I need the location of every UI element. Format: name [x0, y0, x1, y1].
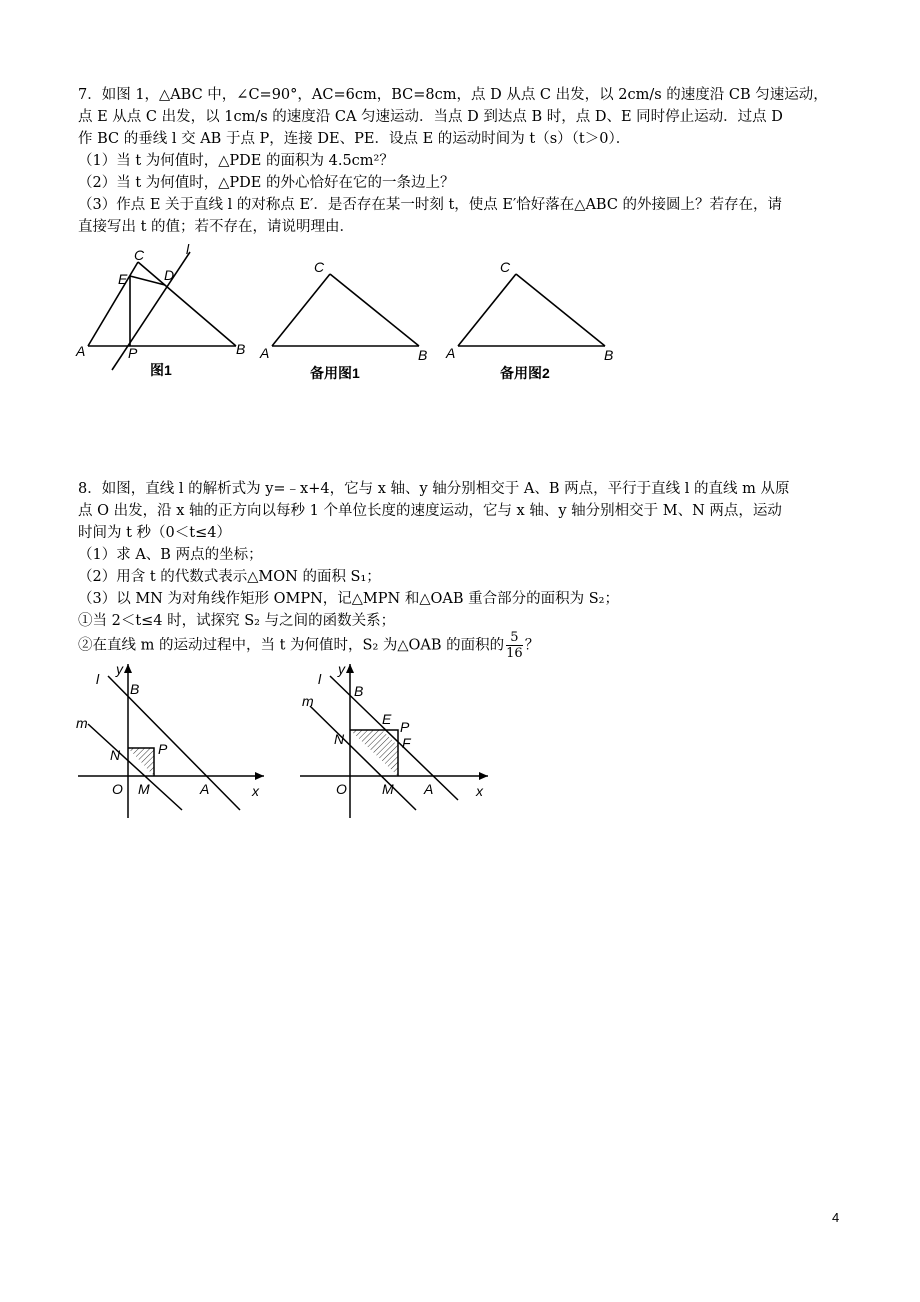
- label-a: A: [200, 781, 210, 797]
- q8-line-1: 8．如图，直线 l 的解析式为 y=﹣x+4，它与 x 轴、y 轴分别相交于 A、B 两点，平行于直线 l 的直线 m 从原: [78, 481, 790, 497]
- q7-line-7: 直接写出 t 的值；若不存在，请说明理由．: [78, 219, 355, 235]
- figure-caption: 备用图2: [500, 365, 550, 381]
- label-y: y: [338, 661, 345, 677]
- label-l: l: [96, 671, 100, 687]
- q7-line-4: （1）当 t 为何值时，△PDE 的面积为 4.5cm²？: [78, 153, 394, 169]
- q7-line-3: 作 BC 的垂线 l 交 AB 于点 P，连接 DE、PE．设点 E 的运动时间为 t（s）（t＞0）．: [78, 131, 631, 147]
- q8-line-3: 时间为 t 秒（0＜t≤4）: [78, 525, 231, 541]
- q8-line-2: 点 O 出发，沿 x 轴的正方向以每秒 1 个单位长度的速度运动，它与 x 轴、y 轴分别相交于 M、N 两点，运动: [78, 503, 782, 519]
- label-b: B: [236, 341, 246, 357]
- segment-ac: [458, 274, 516, 346]
- q7-spare-figure-1: [256, 252, 436, 392]
- line-l: [330, 676, 458, 800]
- label-l: l: [186, 241, 190, 257]
- q7-line-1: 7．如图 1，△ABC 中，∠C=90°，AC=6cm，BC=8cm，点 D 从点 C 出发，以 2cm/s 的速度沿 CB 匀速运动，: [78, 87, 828, 103]
- fraction-numerator: 5: [506, 630, 523, 646]
- q8-figure-right: [296, 660, 506, 820]
- label-e: E: [382, 711, 392, 727]
- q8-line-4: （1）求 A、B 两点的坐标；: [78, 547, 263, 563]
- label-o: O: [336, 781, 347, 797]
- label-p: P: [400, 719, 410, 735]
- q8-line-5: （2）用含 t 的代数式表示△MON 的面积 S₁；: [78, 569, 381, 585]
- label-b: B: [130, 681, 140, 697]
- label-o: O: [112, 781, 123, 797]
- label-b: B: [604, 347, 614, 363]
- q7-line-2: 点 E 从点 C 出发，以 1cm/s 的速度沿 CA 匀速运动．当点 D 到达点 B 时，点 D、E 同时停止运动．过点 D: [78, 109, 783, 125]
- label-x: x: [476, 783, 483, 799]
- label-a: A: [260, 345, 270, 361]
- q8-line-7: ①当 2＜t≤4 时，试探究 S₂ 与之间的函数关系；: [78, 613, 396, 629]
- q7-line-5: （2）当 t 为何值时，△PDE 的外心恰好在它的一条边上？: [78, 175, 455, 191]
- fraction-5-16: [506, 630, 523, 661]
- fraction-denominator: 16: [506, 646, 523, 661]
- label-x: x: [252, 783, 259, 799]
- label-y: y: [116, 661, 123, 677]
- y-axis-arrow: [346, 664, 354, 673]
- segment-ac: [272, 274, 330, 346]
- x-axis-arrow: [479, 772, 488, 780]
- q7-spare-figure-2: [446, 252, 626, 392]
- line-l: [112, 252, 190, 370]
- q7-figure-1: [70, 240, 270, 390]
- segment-cb: [516, 274, 605, 346]
- q7-line-6: （3）作点 E 关于直线 l 的对称点 E′．是否存在某一时刻 t，使点 E′恰好落在△ABC 的外接圆上？若存在，请: [78, 197, 783, 213]
- figure-caption: 图1: [150, 362, 172, 378]
- label-p: P: [128, 345, 138, 361]
- label-n: N: [334, 731, 345, 747]
- label-a: A: [424, 781, 434, 797]
- label-n: N: [110, 747, 121, 763]
- label-e: E: [118, 271, 128, 287]
- label-m-line: m: [302, 693, 314, 709]
- q8-line-8: [78, 630, 539, 661]
- label-m-point: M: [382, 781, 394, 797]
- figure-caption: 备用图1: [310, 365, 360, 381]
- label-m-point: M: [138, 781, 150, 797]
- segment-cb: [330, 274, 419, 346]
- q8-line-8-prefix: ②在直线 m 的运动过程中，当 t 为何值时，S₂ 为△OAB 的面积的: [78, 637, 505, 654]
- page-number: 4: [832, 1210, 840, 1225]
- q8-figure-left: [74, 660, 274, 820]
- label-c: C: [134, 247, 145, 263]
- label-c: C: [500, 259, 511, 275]
- label-c: C: [314, 259, 325, 275]
- label-a: A: [76, 343, 86, 359]
- label-p: P: [158, 741, 168, 757]
- y-axis-arrow: [124, 664, 132, 673]
- label-b: B: [354, 683, 364, 699]
- segment-cb: [138, 262, 236, 346]
- label-f: F: [402, 735, 411, 751]
- label-l: l: [318, 671, 322, 687]
- q8-line-6: （3）以 MN 为对角线作矩形 OMPN，记△MPN 和△OAB 重合部分的面积为 S₂；: [78, 591, 619, 607]
- label-b: B: [418, 347, 428, 363]
- label-m-line: m: [76, 715, 88, 731]
- q8-line-8-suffix: ？: [524, 637, 540, 654]
- label-a: A: [446, 345, 456, 361]
- x-axis-arrow: [255, 772, 264, 780]
- label-d: D: [164, 267, 175, 283]
